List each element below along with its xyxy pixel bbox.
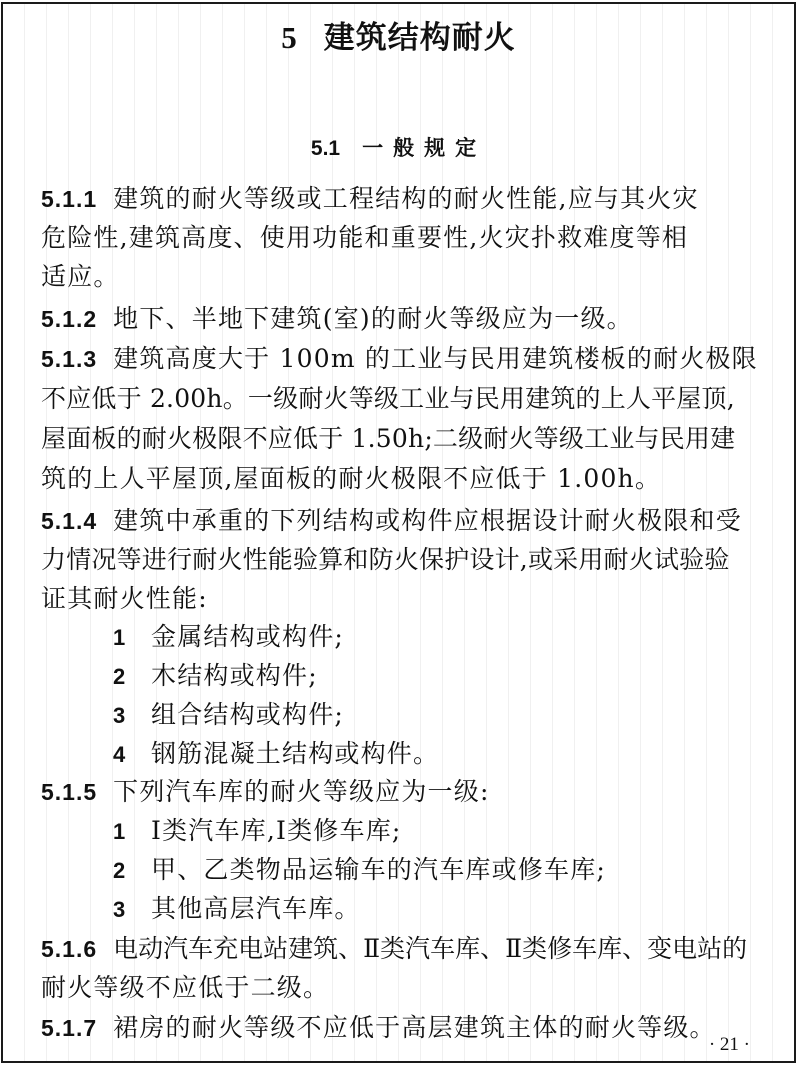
item-number: 3 (113, 897, 127, 922)
clause-number: 5.1.2 (41, 306, 98, 332)
clause-text: 建筑的耐火等级或工程结构的耐火性能,应与其火灾 (113, 184, 699, 213)
clause-number: 5.1.7 (41, 1015, 98, 1041)
clause-5-1-4-line-3: 证其耐火性能: (41, 584, 208, 613)
document-page (1, 2, 796, 1063)
item-text: 钢筋混凝土结构或构件。 (151, 739, 440, 768)
chapter-title-text: 建筑结构耐火 (323, 20, 516, 56)
item-number: 3 (113, 703, 127, 728)
list-item (113, 816, 402, 847)
clause-5-1-6-line-1 (41, 934, 747, 964)
list-item (113, 855, 606, 886)
item-number: 1 (113, 819, 127, 844)
section-title-text: 一般规定 (362, 135, 487, 160)
clause-5-1-4-line-2: 力情况等进行耐火性能验算和防火保护设计,或采用耐火试验验 (41, 545, 730, 574)
list-item (113, 894, 361, 925)
clause-5-1-1-line-1 (41, 184, 699, 214)
clause-text: 建筑高度大于 100m 的工业与民用建筑楼板的耐火极限 (113, 344, 758, 373)
item-text: 其他高层汽车库。 (151, 894, 361, 923)
page-number: · 21 · (708, 1034, 750, 1055)
clause-number: 5.1.1 (41, 186, 98, 212)
item-number: 4 (113, 742, 127, 767)
item-number: 2 (113, 858, 127, 883)
clause-number: 5.1.3 (41, 346, 98, 372)
clause-5-1-4-line-1 (41, 506, 742, 536)
clause-5-1-7-line-1 (41, 1013, 716, 1043)
item-text: 甲、乙类物品运输车的汽车库或修车库; (151, 855, 607, 884)
section-number: 5.1 (310, 137, 341, 160)
clause-5-1-3-line-2: 不应低于 2.00h。一级耐火等级工业与民用建筑的上人平屋顶, (41, 384, 735, 413)
list-item (113, 700, 344, 731)
clause-number: 5.1.6 (41, 936, 98, 962)
clause-text: 建筑中承重的下列结构或构件应根据设计耐火极限和受 (113, 506, 742, 535)
clause-5-1-3-line-3: 屋面板的耐火极限不应低于 1.50h;二级耐火等级工业与民用建 (41, 424, 736, 453)
chapter-title (3, 12, 794, 57)
clause-5-1-3-line-1 (41, 344, 758, 374)
item-text: 组合结构或构件; (151, 700, 345, 729)
clause-number: 5.1.4 (41, 508, 98, 534)
clause-number: 5.1.5 (41, 779, 98, 805)
item-text: 金属结构或构件; (151, 622, 345, 651)
clause-5-1-1-line-3: 适应。 (41, 262, 120, 291)
clause-5-1-5-line-1 (41, 777, 490, 807)
clause-5-1-3-line-4: 筑的上人平屋顶,屋面板的耐火极限不应低于 1.00h。 (41, 464, 662, 493)
item-text: 木结构或构件; (151, 661, 318, 690)
section-title (3, 132, 794, 162)
list-item (113, 622, 344, 653)
clause-text: 下列汽车库的耐火等级应为一级: (113, 777, 490, 806)
clause-5-1-6-line-2: 耐火等级不应低于二级。 (41, 973, 330, 1002)
clause-text: 裙房的耐火等级不应低于高层建筑主体的耐火等级。 (113, 1013, 716, 1042)
clause-text: 地下、半地下建筑(室)的耐火等级应为一级。 (113, 304, 633, 333)
list-item (113, 739, 439, 770)
item-number: 1 (113, 625, 127, 650)
item-number: 2 (113, 664, 127, 689)
chapter-number: 5 (281, 20, 298, 55)
clause-text: 电动汽车充电站建筑、Ⅱ类汽车库、Ⅱ类修车库、变电站的 (113, 934, 748, 963)
clause-5-1-2-line-1 (41, 304, 633, 334)
clause-5-1-1-line-2: 危险性,建筑高度、使用功能和重要性,火灾扑救难度等相 (41, 223, 689, 252)
list-item (113, 661, 318, 692)
item-text: Ⅰ类汽车库,Ⅰ类修车库; (151, 816, 402, 845)
